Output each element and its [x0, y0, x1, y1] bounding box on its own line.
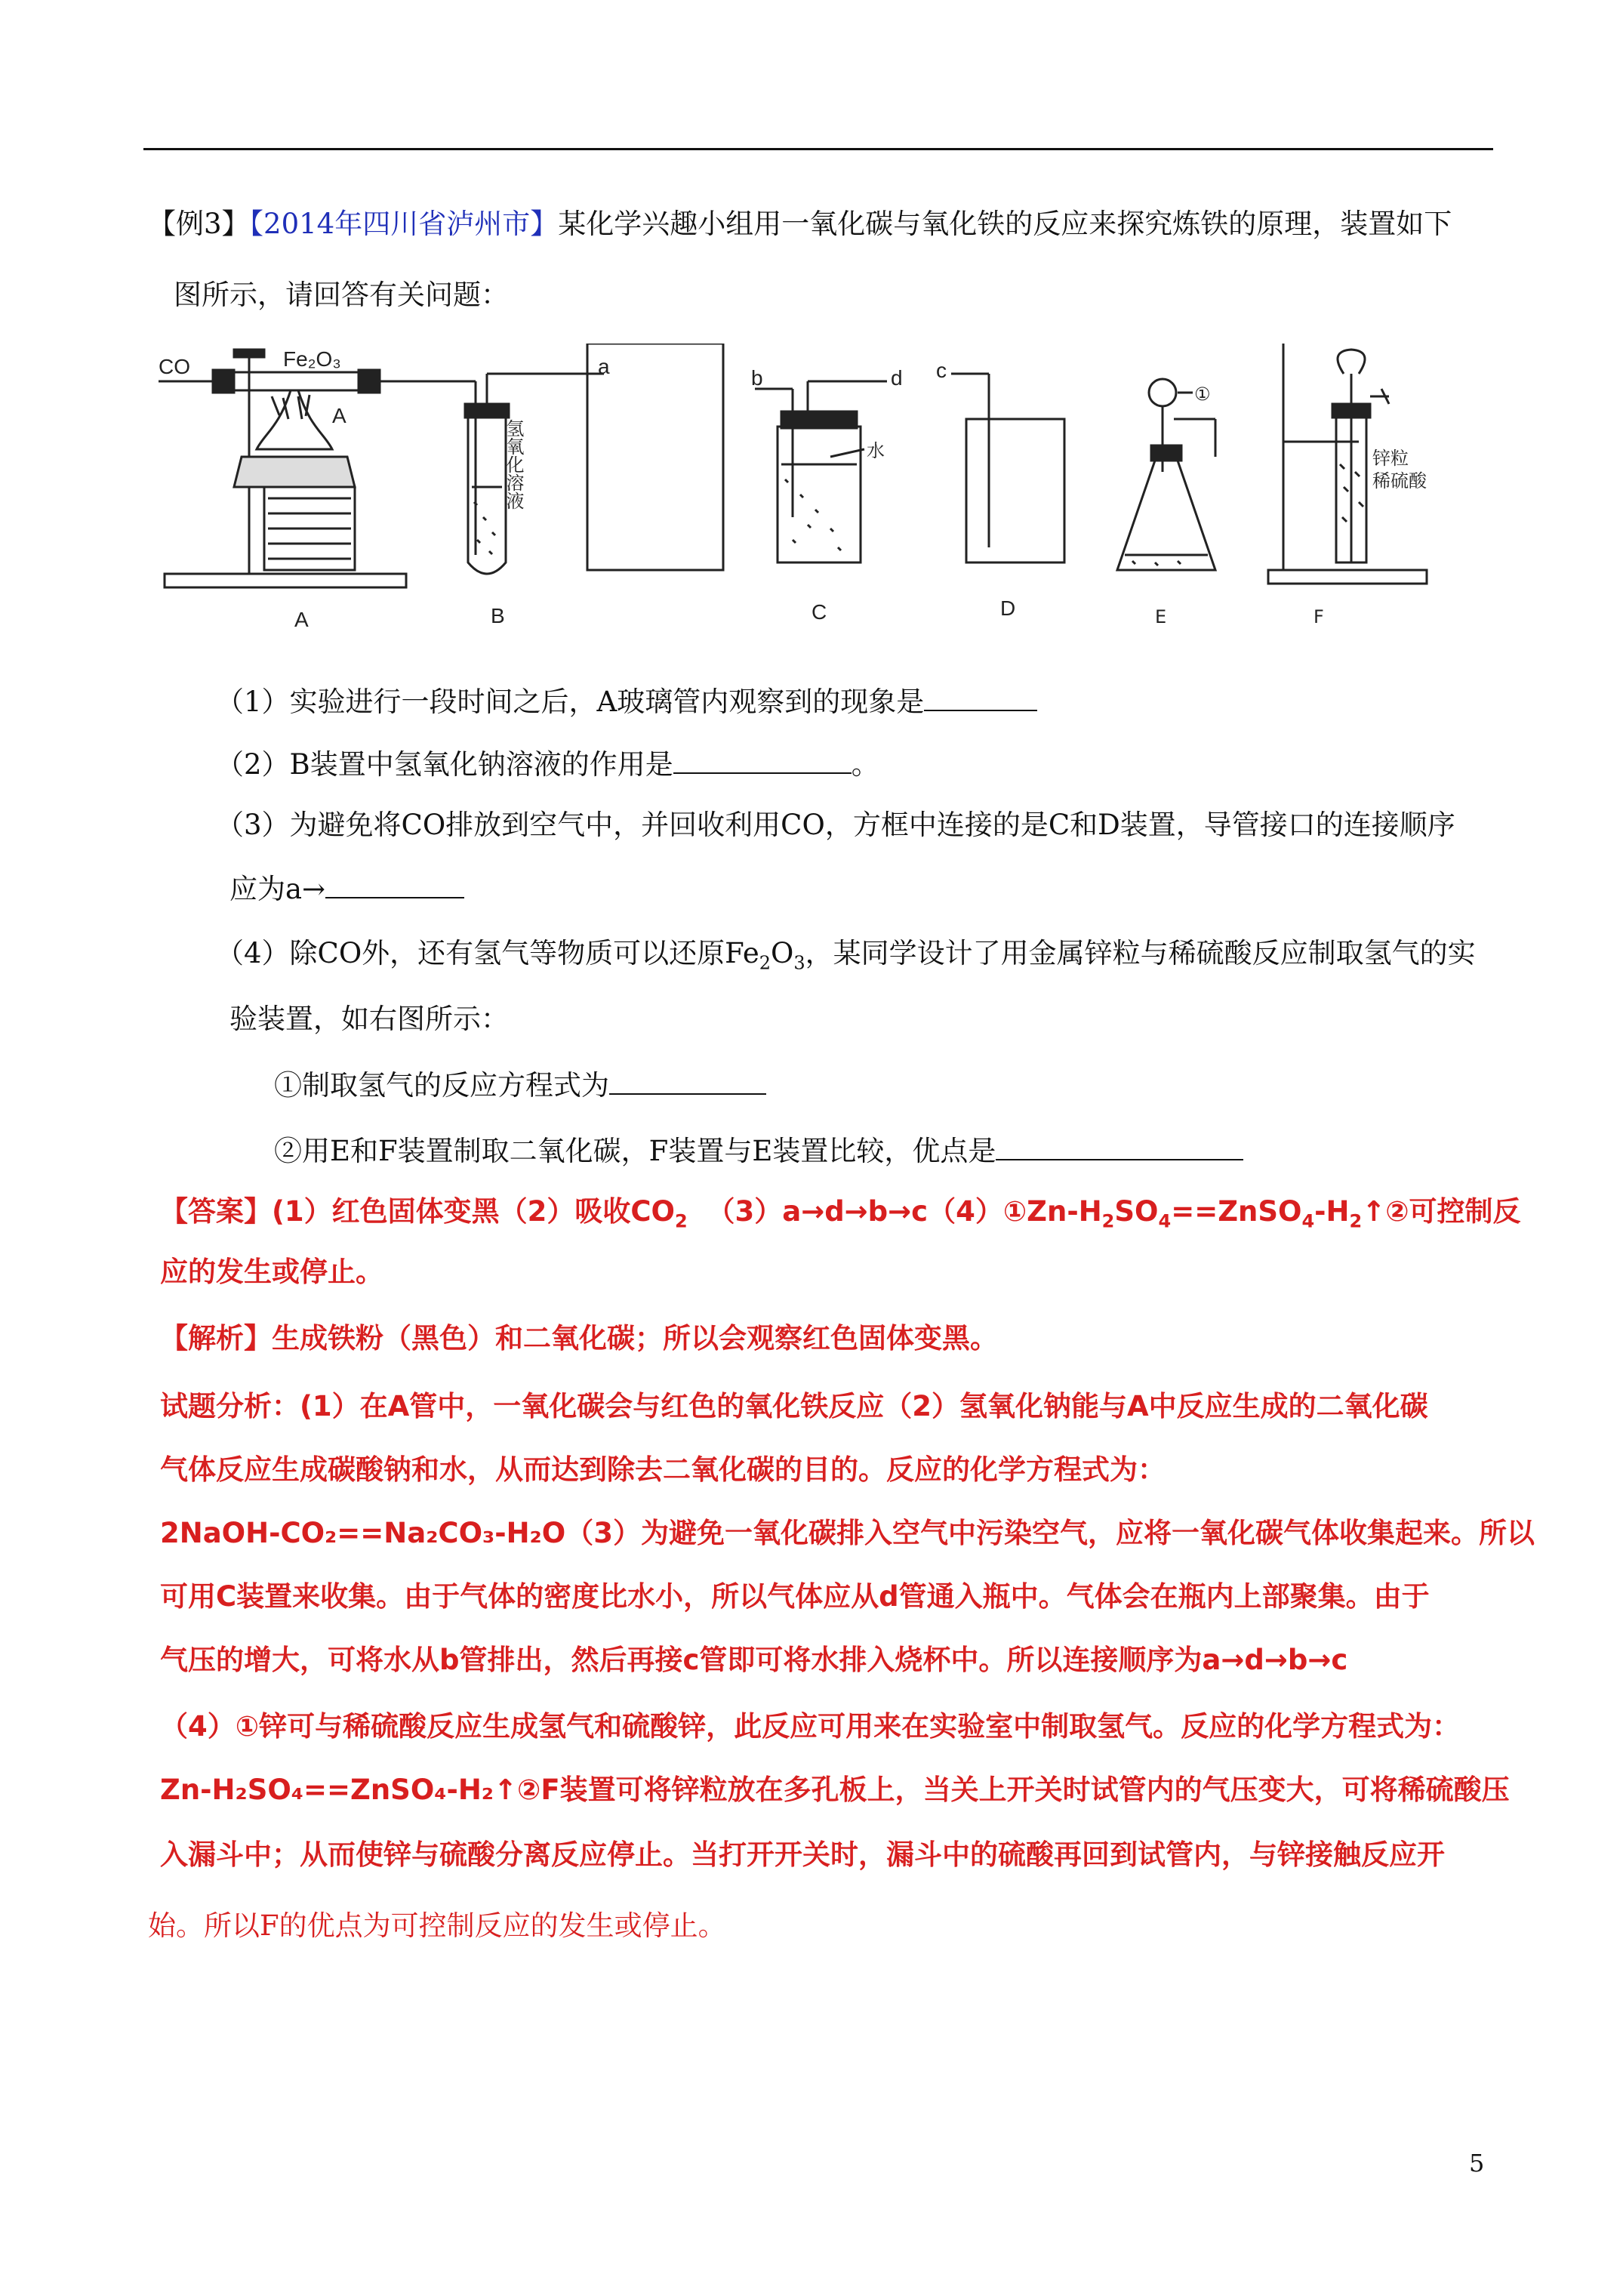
analysis-line7: （4）①锌可与稀硫酸反应生成氢气和硫酸锌，此反应可用来在实验室中制取氢气。反应的化学方程式为：	[160, 1710, 1461, 1743]
answer-line1: 【答案】(1）红色固体变黑（2）吸收$CO_2$ $(3)a\to d\to b\to c(4)①Zn-H_2SO_4==ZnSO_4-H_2↑②$可控制反	[160, 1195, 1521, 1232]
analysis-line1: 【解析】生成铁粉（黑色）和二氧化碳；所以会观察红色固体变黑。	[160, 1322, 998, 1354]
question-4-line1: （4）除CO外，还有氢气等物质可以还原$Fe_2O_3$，某同学设计了用金属锌粒与稀硫酸反应制取氢气的实	[216, 937, 1476, 974]
analysis-line6: 气压的增大，可将水从b管排出，然后再接c管即可将水排入烧杯中。所以连接顺序为a→d→b→c	[160, 1644, 1348, 1676]
co-label: CO	[159, 355, 190, 378]
page-number: 5	[1469, 2149, 1485, 2177]
port-a-label: a	[598, 355, 610, 378]
answer-line2: 应的发生或停止。	[160, 1256, 383, 1288]
answer-blank-4b[interactable]	[996, 1130, 1243, 1160]
caption-f: F	[1313, 606, 1324, 627]
acid-label: 稀硫酸	[1372, 470, 1427, 492]
tube-a-letter: A	[332, 404, 346, 427]
analysis-line5: 可用C装置来收集。由于气体的密度比水小，所以气体应从d管通入瓶中。气体会在瓶内上部聚集。由于	[160, 1580, 1430, 1613]
question-1: （1）实验进行一段时间之后，A玻璃管内观察到的现象是	[216, 681, 1037, 721]
answer-blank-2[interactable]	[673, 744, 852, 774]
caption-e: E	[1155, 606, 1167, 627]
answer-blank-3[interactable]	[325, 868, 464, 898]
question-4-sub1: ①制取氢气的反应方程式为	[274, 1065, 766, 1105]
question-3-line1: （3）为避免将CO排放到空气中，并回收利用CO，方框中连接的是C和D装置，导管接口的连接顺序	[216, 809, 1455, 841]
analysis-line8: Zn-H₂SO₄==ZnSO₄-H₂↑②F装置可将锌粒放在多孔板上，当关上开关时试管内的气压变大，可将稀硫酸压	[160, 1774, 1510, 1806]
naoh-solution-label: 氢氧化溶液	[503, 419, 524, 510]
analysis-line10: 始。所以F的优点为可控制反应的发生或停止。	[148, 1909, 726, 1942]
question-3-line2: 应为a→	[229, 868, 464, 908]
question-4-sub2: ②用E和F装置制取二氧化碳，F装置与E装置比较，优点是	[274, 1130, 1243, 1170]
example-stem-line1: 【例3】【2014年四川省泸州市】某化学兴趣小组用一氧化碳与氧化铁的反应来探究炼铁的原理，装置如下	[148, 208, 1452, 240]
example-stem-line2: 图所示，请回答有关问题：	[174, 279, 509, 311]
port-d-label: d	[891, 366, 903, 390]
caption-d: D	[1000, 596, 1016, 620]
fe2o3-label: Fe₂O₃	[283, 347, 341, 371]
apparatus-diagram	[151, 344, 1464, 646]
question-2: （2）B装置中氢氧化钠溶液的作用是 。	[216, 744, 879, 784]
funnel-mark: ①	[1194, 384, 1211, 405]
example-tag: 【例3】	[148, 208, 250, 240]
question-4-line2: 验装置，如右图所示：	[229, 1003, 509, 1035]
answer-blank-1[interactable]	[924, 681, 1037, 711]
caption-a: A	[294, 608, 309, 631]
zinc-label: 锌粒	[1372, 448, 1409, 469]
header-rule	[143, 148, 1493, 150]
caption-b: B	[491, 604, 505, 627]
answer-blank-4a[interactable]	[609, 1065, 766, 1095]
example-source-link[interactable]: 【2014年四川省泸州市】	[249, 208, 559, 240]
analysis-line2: 试题分析：(1）在A管中，一氧化碳会与红色的氧化铁反应（2）氢氧化钠能与A中反应生成的二氧化碳	[160, 1390, 1428, 1422]
analysis-line4: 2NaOH-CO₂==Na₂CO₃-H₂O（3）为避免一氧化碳排入空气中污染空气，应将一氧化碳气体收集起来。所以	[160, 1517, 1535, 1549]
analysis-line3: 气体反应生成碳酸钠和水，从而达到除去二氧化碳的目的。反应的化学方程式为：	[160, 1453, 1166, 1486]
port-b-label: b	[751, 366, 763, 390]
analysis-line9: 入漏斗中；从而使锌与硫酸分离反应停止。当打开开关时，漏斗中的硫酸再回到试管内，与锌接触反应开	[160, 1838, 1445, 1871]
port-c-label: c	[936, 359, 947, 382]
water-label: 水	[867, 440, 885, 461]
caption-c: C	[812, 600, 827, 624]
